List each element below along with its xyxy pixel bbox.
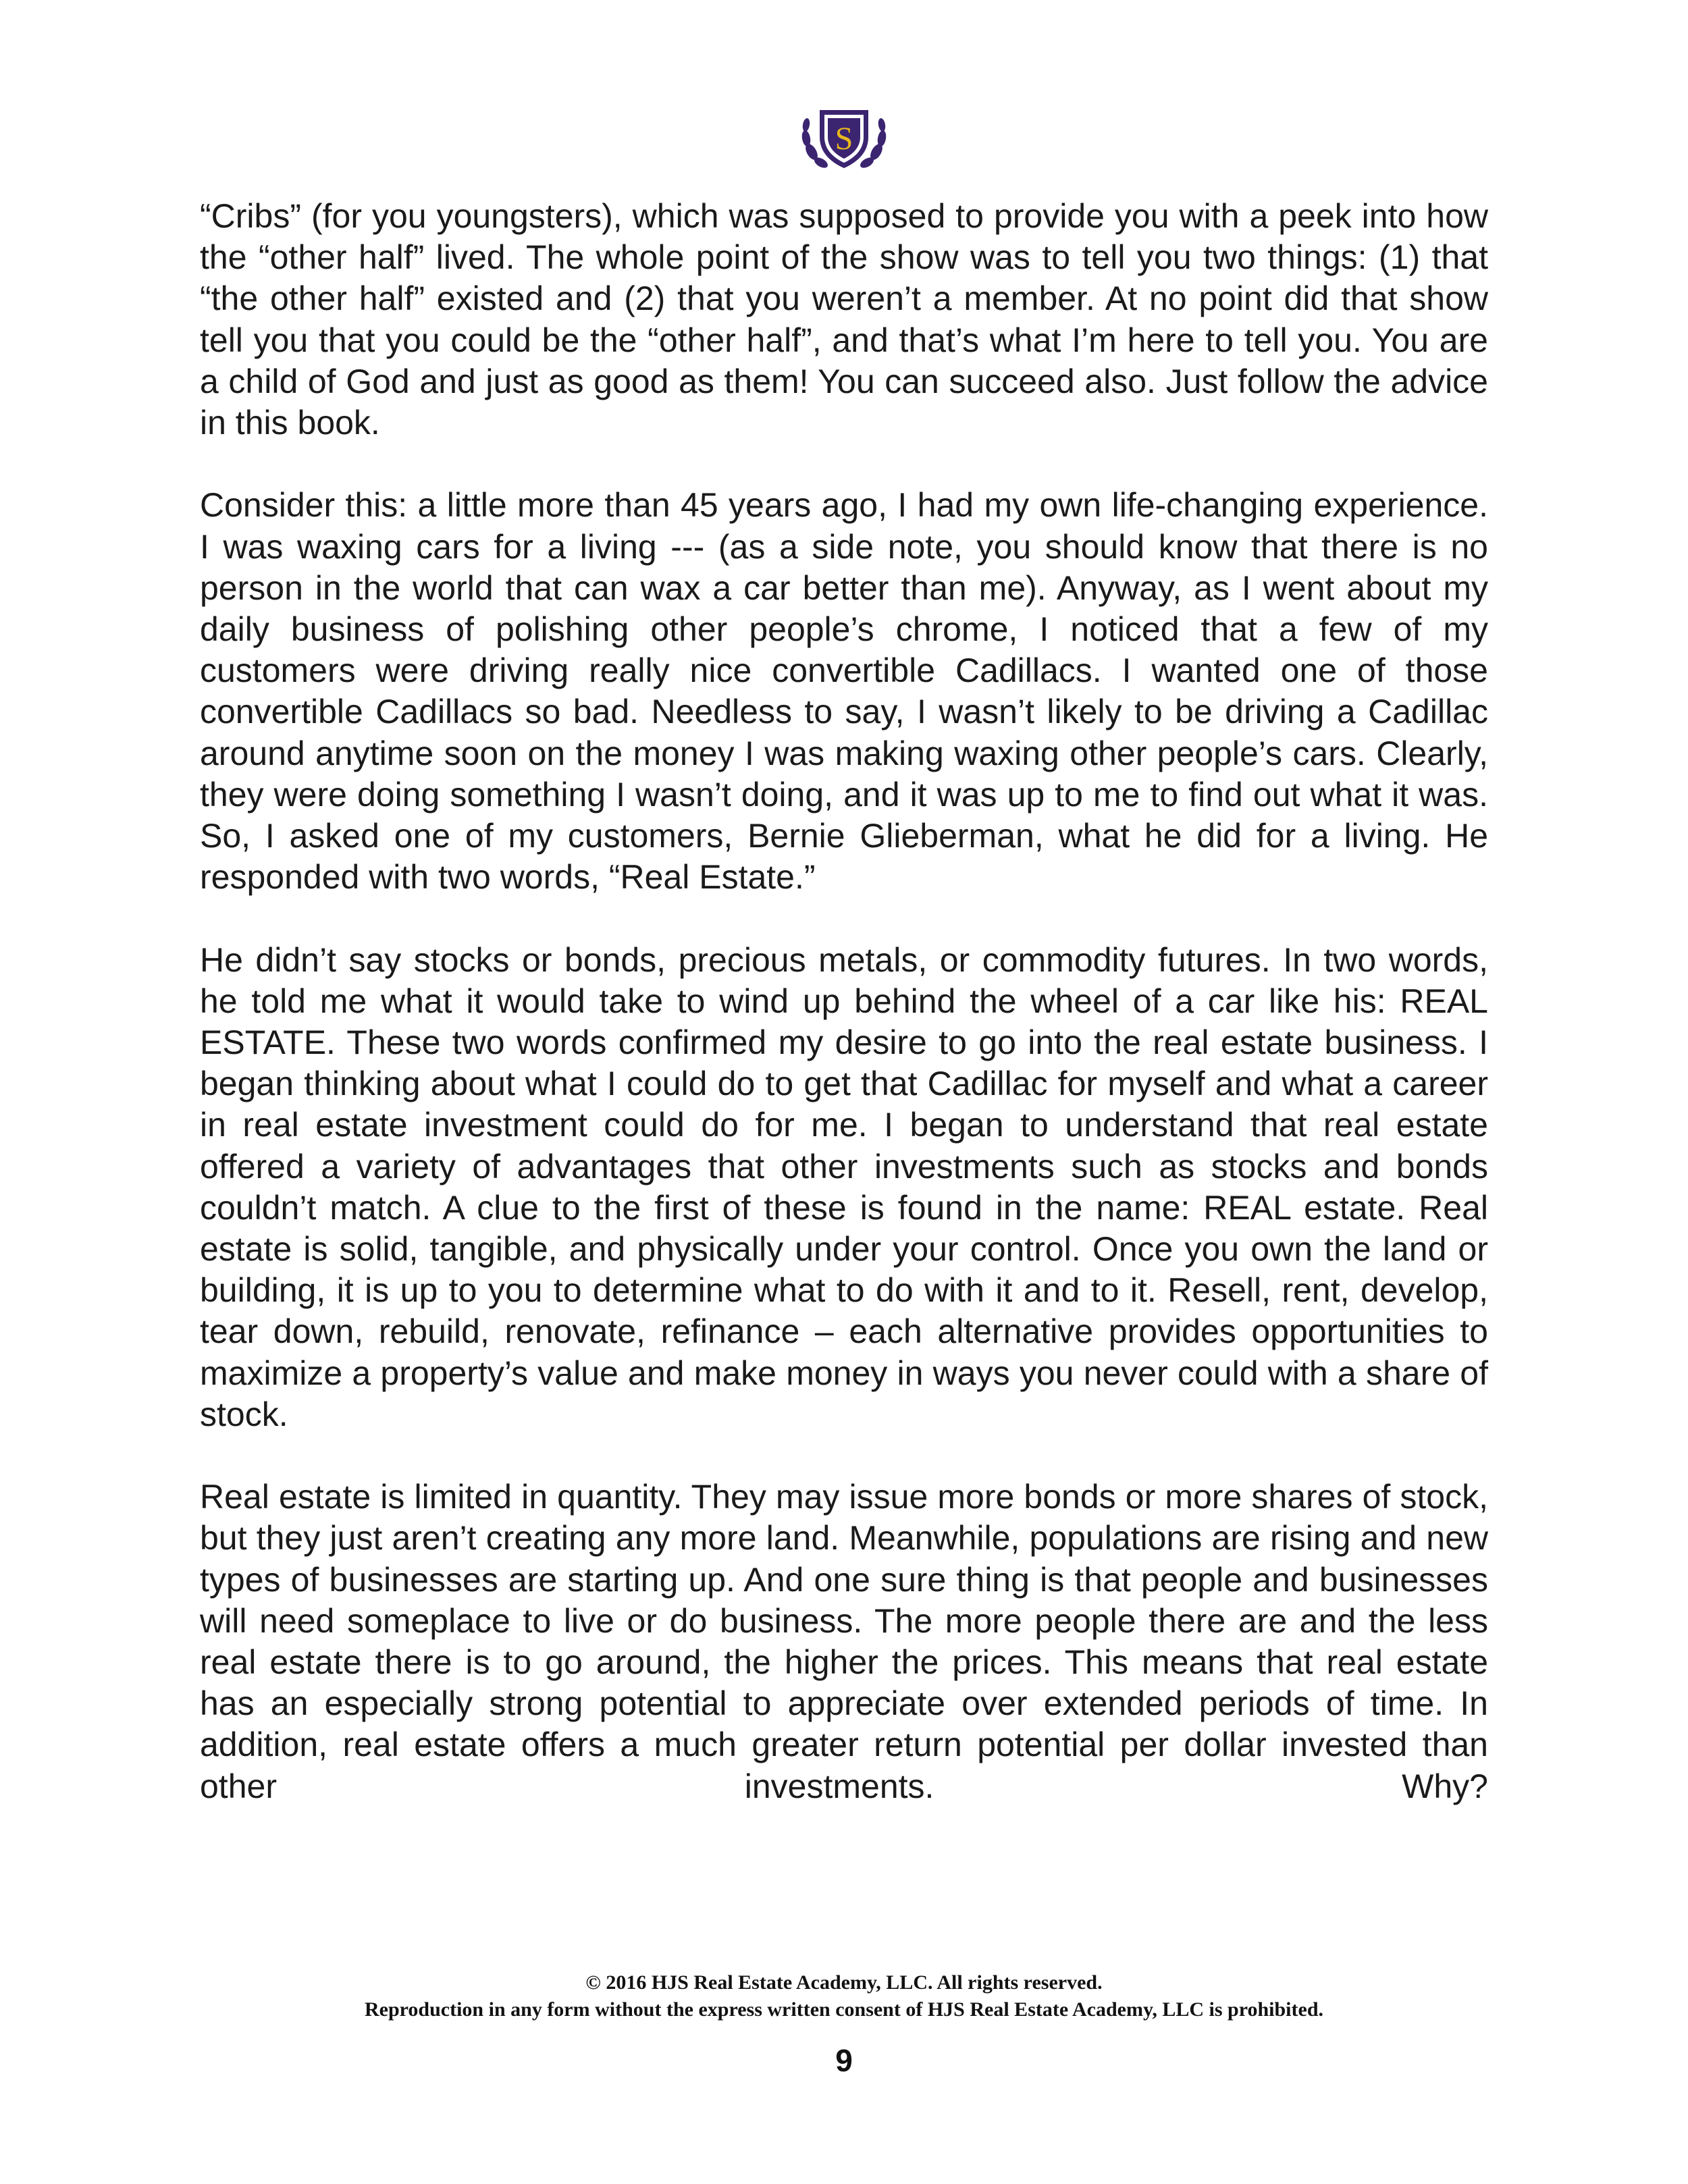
- paragraph: “Cribs” (for you youngsters), which was supposed to provide you with a peek into how the “other half” lived. The whole point of the show was to tell you two things: (1) that “the other half” existed and (2) that you weren’t a member. At no point did that show tell you that you could be the “other half”, and that’s what I’m here to tell you. You are a child of God and just as good as them! You can succeed also. Just follow the advice in this book.: [200, 197, 1488, 442]
- shield-laurel-logo-icon: [797, 105, 891, 172]
- footer-copyright: © 2016 HJS Real Estate Academy, LLC. All rights reserved.: [585, 1971, 1103, 1994]
- paragraph: Real estate is limited in quantity. They may issue more bonds or more shares of stock, but they just aren’t creating any more land. Meanwhile, populations are rising and new types of businesses are starting up. And one sure thing is that people and businesses will need someplace to live or do business. The more people there are and the less real estate there is to go around, the higher the prices. This means that real estate has an especially strong potential to appreciate over extended periods of time. In addition, real estate offers a much greater return potential per dollar invested than other investments. Why?: [200, 1478, 1488, 1805]
- paragraph: He didn’t say stocks or bonds, precious metals, or commodity futures. In two words, he told me what it would take to wind up behind the wheel of a car like his: REAL ESTATE. These two words confirmed my desire to go into the real estate business. I began thinking about what I could do to get that Cadillac for myself and what a career in real estate investment could do for me. I began to understand that real estate offered a variety of advantages that other investments such as stocks and bonds couldn’t match. A clue to the first of these is found in the name: REAL estate. Real estate is solid, tangible, and physically under your control. Once you own the land or building, it is up to you to determine what to do with it and to it. Resell, rent, develop, tear down, rebuild, renovate, refinance – each alternative provides opportunities to maximize a property’s value and make money in ways you never could with a share of stock.: [200, 940, 1488, 1433]
- paragraph: Consider this: a little more than 45 years ago, I had my own life-changing experience. I was waxing cars for a living --- (as a side note, you should know that there is no person in the world that can wax a car better than me). Anyway, as I went about my daily business of polishing other people’s chrome, I noticed that a few of my customers were driving really nice convertible Cadillacs. I wanted one of those convertible Cadillacs so bad. Needless to say, I wasn’t likely to be driving a Cadillac around anytime soon on the money I was making waxing other people’s cars. Clearly, they were doing something I wasn’t doing, and it was up to me to find out what it was. So, I asked one of my customers, Bernie Glieberman, what he did for a living. He responded with two words, “Real Estate.”: [200, 486, 1488, 897]
- body-text: [200, 196, 1488, 1807]
- page-number: 9: [835, 2043, 853, 2078]
- logo-letter: S: [835, 121, 853, 157]
- footer-reproduction-notice: Reproduction in any form without the express written consent of HJS Real Estate Academy, LLC is prohibited.: [364, 1998, 1324, 2021]
